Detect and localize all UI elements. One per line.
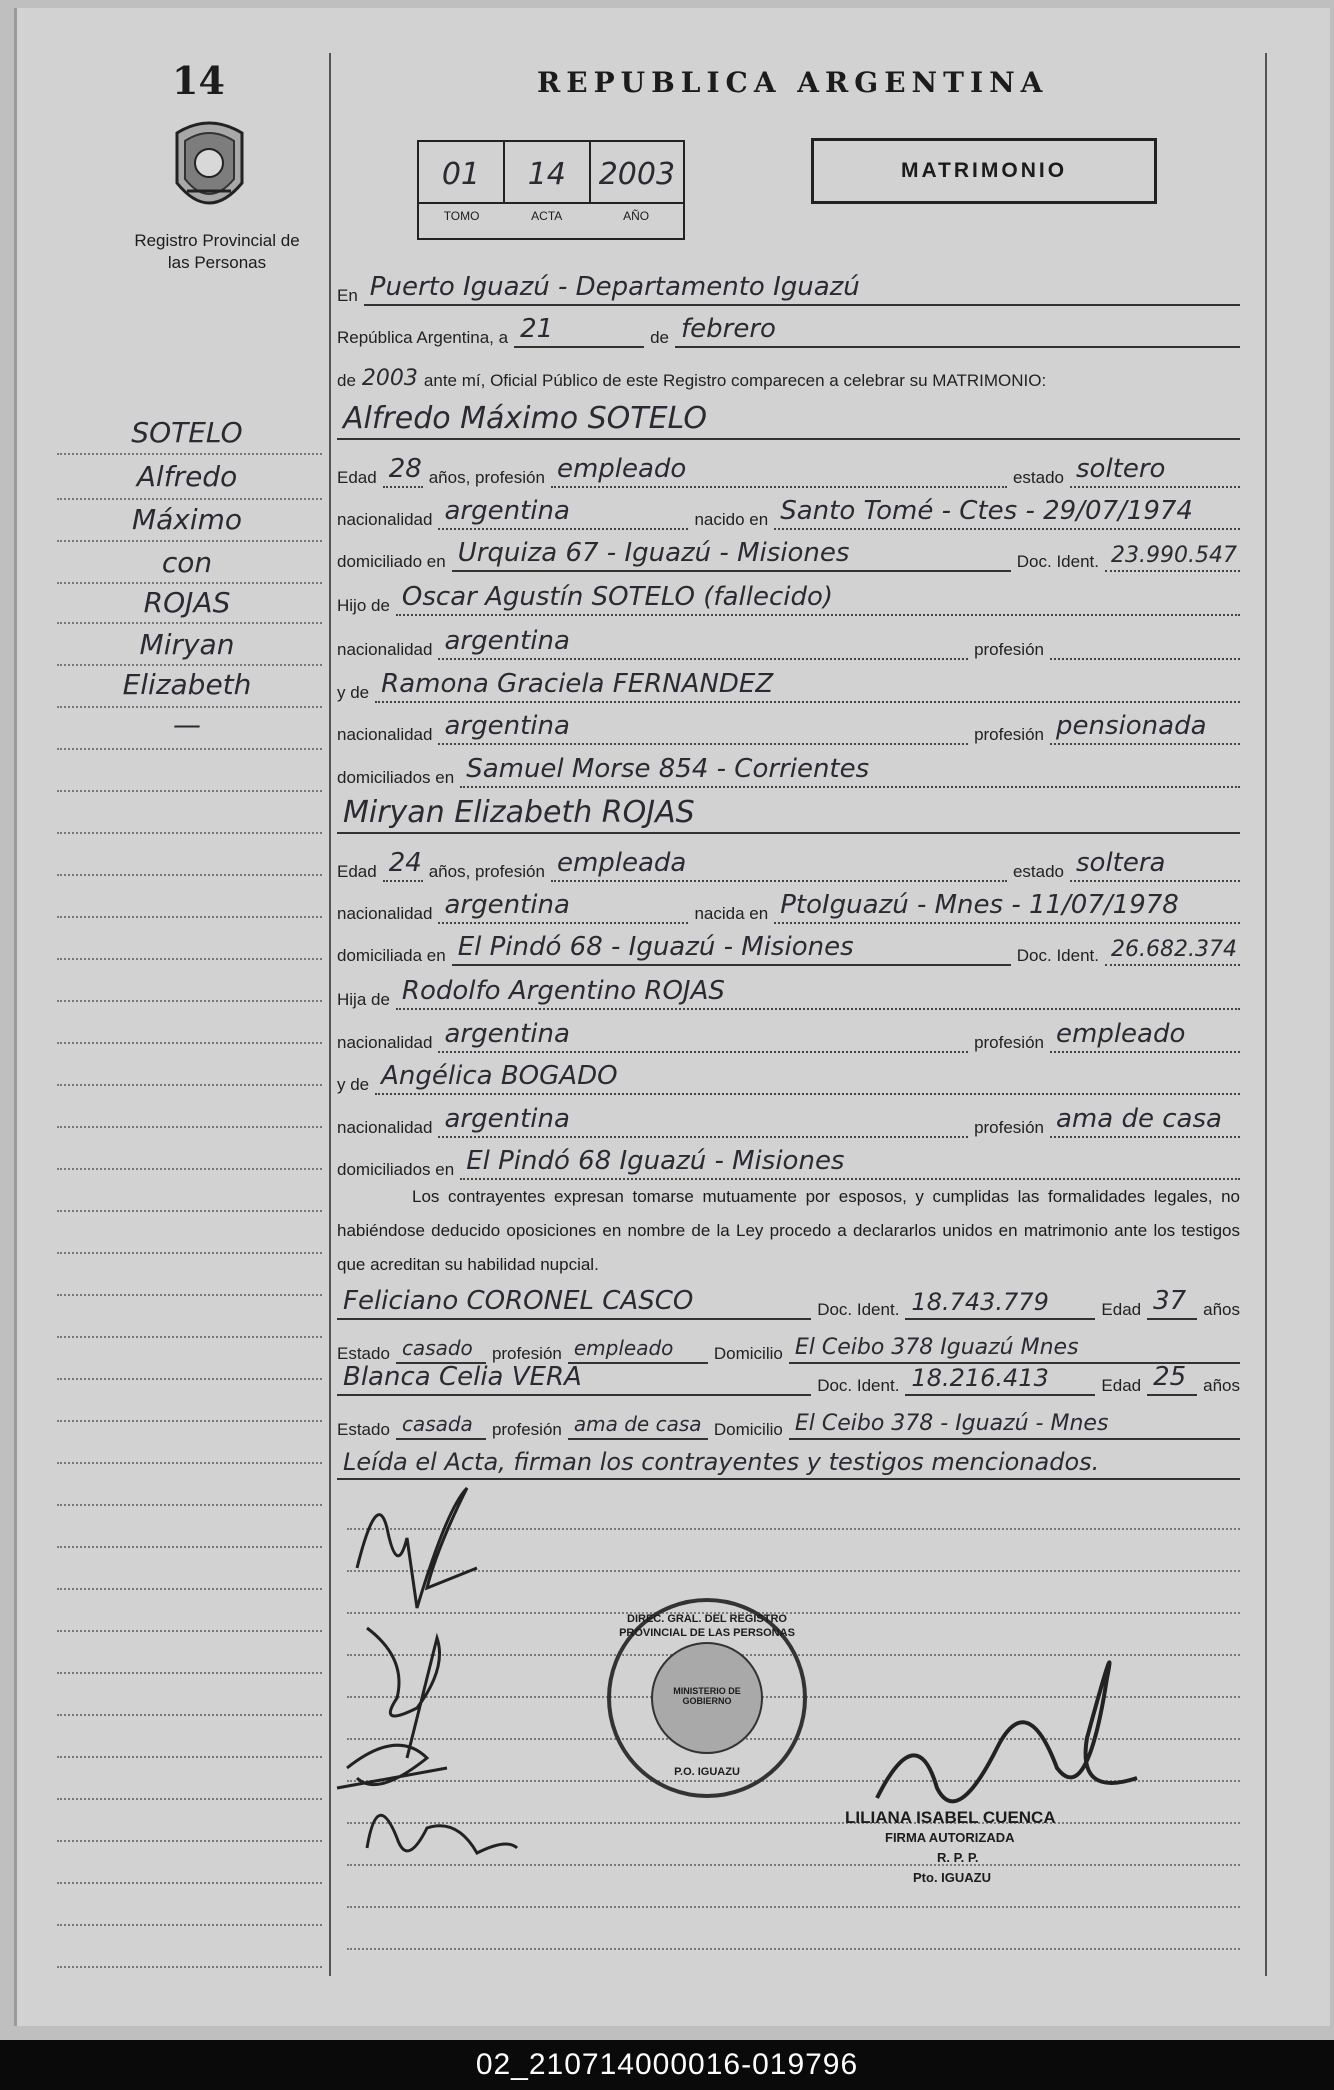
bride-nationality-row [337,884,1240,924]
registry-stamp [607,1598,807,1798]
domicilio-label: Domicilio [713,1344,783,1363]
official-title: FIRMA AUTORIZADA [885,1830,1015,1845]
hijo-label: Hijo de [337,596,390,615]
nacionalidad-label: nacionalidad [337,510,433,529]
profesion-label: profesión [491,1420,562,1439]
groom-mother-row [337,663,1240,703]
witness2-status: casada [401,1412,473,1436]
doc-label: Doc. Ident. [817,1376,900,1395]
bride-father-nationality: argentina [444,1019,570,1049]
nacionalidad-label: nacionalidad [337,725,433,744]
margin-line-4: ROJAS [143,586,231,619]
month-value: febrero [680,314,776,344]
profesion-label: profesión [974,725,1044,744]
province-seal [167,113,252,223]
doc-label: Doc. Ident. [1016,552,1099,571]
anos-label: años [1203,1300,1240,1319]
witness1-doc: 18.743.779 [911,1288,1049,1316]
groom-age: 28 [388,454,422,484]
witness1-status: casado [401,1336,473,1360]
margin-line-6: Elizabeth [122,668,252,701]
bride-mother-nat-row [337,1098,1240,1138]
groom-birthplace: Santo Tomé - Ctes - 29/07/1974 [780,496,1193,526]
witness2-profession: ama de casa [573,1412,702,1436]
act-type-box: MATRIMONIO [811,138,1157,204]
groom-father: Oscar Agustín SOTELO (fallecido) [401,582,834,612]
document-page [14,8,1330,2026]
groom-address-row [337,532,1240,572]
bride-birthplace: PtoIguazú - Mnes - 11/07/1978 [780,890,1179,920]
bride-mother: Angélica BOGADO [381,1061,618,1091]
nacida-label: nacida en [694,904,769,923]
groom-doc: 23.990.547 [1111,543,1237,568]
groom-age-row [337,448,1240,488]
y-de-label: y de [337,683,370,702]
edad-label: Edad [337,468,377,487]
bride-parents-address: El Pindó 68 Iguazú - Misiones [466,1146,845,1176]
official-registry: R. P. P. [937,1850,979,1865]
bride-father-row [337,970,1240,1010]
margin-line-3: con [161,546,213,579]
acta-value: 14 [505,142,591,202]
witness2-name: Blanca Celia VERA [343,1362,582,1392]
nacionalidad-label: nacionalidad [337,904,433,923]
bride-name-row [337,794,1240,834]
groom-nationality: argentina [444,496,570,526]
estado-label: Estado [337,1420,390,1439]
profesion-label: profesión [491,1344,562,1363]
nacionalidad-label: nacionalidad [337,640,433,659]
margin-line-1: Alfredo [136,460,238,493]
profesion-label: profesión [974,1033,1044,1052]
official-signature [857,1598,1157,1838]
nacionalidad-label: nacionalidad [337,1033,433,1052]
country-title: REPUBLICA ARGENTINA [537,66,1049,99]
anio-value: 2003 [598,157,676,192]
stamp-ring-text: DIREC. GRAL. DEL REGISTRO PROVINCIAL DE LAS PERSONAS [619,1613,795,1639]
profesion-label: años, profesión [428,468,545,487]
groom-parents-address-row [337,748,1240,788]
stamp-bottom-text: P.O. IGUAZU [674,1766,740,1778]
bride-age-row [337,842,1240,882]
official-location: Pto. IGUAZU [913,1870,991,1885]
edad-label: Edad [1101,1376,1142,1395]
groom-nationality-row [337,490,1240,530]
day-value: 21 [520,314,554,344]
republica-label: República Argentina, a [337,328,509,347]
bride-mother-profession: ama de casa [1056,1104,1222,1134]
witness2-doc: 18.216.413 [911,1364,1049,1392]
place-row [337,266,1240,306]
profesion-label: profesión [974,640,1044,659]
bride-status: soltera [1076,848,1166,878]
declaration-text: Los contrayentes expresan tomarse mutuamente por esposos, y cumplidas las formalidades legales, no habiéndose deducido oposiciones en nombre de la Ley procedo a declararlos unidos en matrimonio ante los testigos que acreditan su habilidad nupcial. [337,1187,1240,1274]
bride-mother-row [337,1055,1240,1095]
domiciliada-label: domiciliada en [337,946,446,965]
groom-father-row [337,576,1240,616]
witness1-name-row [337,1280,1240,1320]
edad-label: Edad [1101,1300,1142,1319]
doc-label: Doc. Ident. [1016,946,1099,965]
closing-text: Leída el Acta, firman los contrayentes y testigos mencionados. [343,1448,1100,1476]
profesion-label: años, profesión [428,862,545,881]
y-de-label: y de [337,1075,370,1094]
date-row [337,308,1240,348]
registry-name: Registro Provincial de las Personas [134,231,300,272]
domiciliados-label: domiciliados en [337,768,455,787]
year-value: 2003 [361,366,418,391]
margin-surname: SOTELO [131,416,243,449]
margin-line-7: — [173,708,201,741]
bride-nationality: argentina [444,890,570,920]
hija-label: Hija de [337,990,390,1009]
bride-mother-nationality: argentina [444,1104,570,1134]
doc-label: Doc. Ident. [817,1300,900,1319]
year-row [337,351,1240,391]
witness1-profession: empleado [573,1336,674,1360]
bride-parents-address-row [337,1140,1240,1180]
bride-age: 24 [388,848,422,878]
groom-name-row [337,400,1240,440]
groom-mother-nationality: argentina [444,711,570,741]
bride-name: Miryan Elizabeth ROJAS [343,795,695,830]
estado-label: Estado [337,1344,390,1363]
estado-label: estado [1012,468,1064,487]
domiciliado-label: domiciliado en [337,552,446,571]
tomo-label: TOMO [443,209,480,223]
bride-address: El Pindó 68 - Iguazú - Misiones [457,932,854,962]
witness2-address: El Ceibo 378 - Iguazú - Mnes [794,1411,1109,1436]
margin-line-2: Máximo [131,503,243,536]
bride-address-row [337,926,1240,966]
groom-father-nat-row [337,620,1240,660]
anos-label: años [1203,1376,1240,1395]
witness2-name-row [337,1356,1240,1396]
margin-line-5: Miryan [139,628,235,661]
witness2-age: 25 [1153,1362,1187,1392]
domiciliados-label: domiciliados en [337,1160,455,1179]
official-name: LILIANA ISABEL CUENCA [845,1808,1056,1827]
groom-address: Urquiza 67 - Iguazú - Misiones [457,538,850,568]
estado-label: estado [1012,862,1064,881]
place-value: Puerto Iguazú - Departamento Iguazú [369,272,860,302]
groom-father-nationality: argentina [444,626,570,656]
right-border [1265,53,1267,1976]
bride-father-nat-row [337,1013,1240,1053]
anio-label: AÑO [623,209,650,223]
party-signatures [317,1468,557,1888]
page-number: 14 [172,58,225,103]
groom-mother-nat-row [337,705,1240,745]
bride-father-profession: empleado [1056,1019,1186,1049]
de-label: de [650,328,669,347]
nacido-label: nacido en [694,510,769,529]
image-id-footer: 02_210714000016-019796 [0,2040,1334,2090]
profesion-label: profesión [974,1118,1044,1137]
witness1-name: Feliciano CORONEL CASCO [343,1286,694,1316]
stamp-inner-text: MINISTERIO DE GOBIERNO [673,1686,741,1706]
margin-line [57,453,322,455]
bride-profession: empleada [556,848,687,878]
witness1-age: 37 [1153,1286,1187,1316]
witness1-address: El Ceibo 378 Iguazú Mnes [794,1335,1079,1360]
intro-text: ante mí, Oficial Público de este Registro comparecen a celebrar su MATRIMONIO: [423,371,1047,390]
de2-label: de [337,371,356,390]
acta-label: ACTA [531,209,563,223]
groom-mother: Ramona Graciela FERNANDEZ [381,669,774,699]
edad-label: Edad [337,862,377,881]
nacionalidad-label: nacionalidad [337,1118,433,1137]
groom-profession: empleado [556,454,687,484]
domicilio-label: Domicilio [713,1420,783,1439]
groom-parents-address: Samuel Morse 854 - Corrientes [466,754,870,784]
bride-doc: 26.682.374 [1111,937,1237,962]
groom-mother-profession: pensionada [1056,711,1207,741]
bride-father: Rodolfo Argentino ROJAS [401,976,725,1006]
tomo-value: 01 [419,142,505,202]
witness2-detail-row [337,1400,1240,1440]
groom-name: Alfredo Máximo SOTELO [343,401,707,436]
groom-status: soltero [1076,454,1166,484]
record-box [417,140,685,240]
en-label: En [337,286,358,305]
